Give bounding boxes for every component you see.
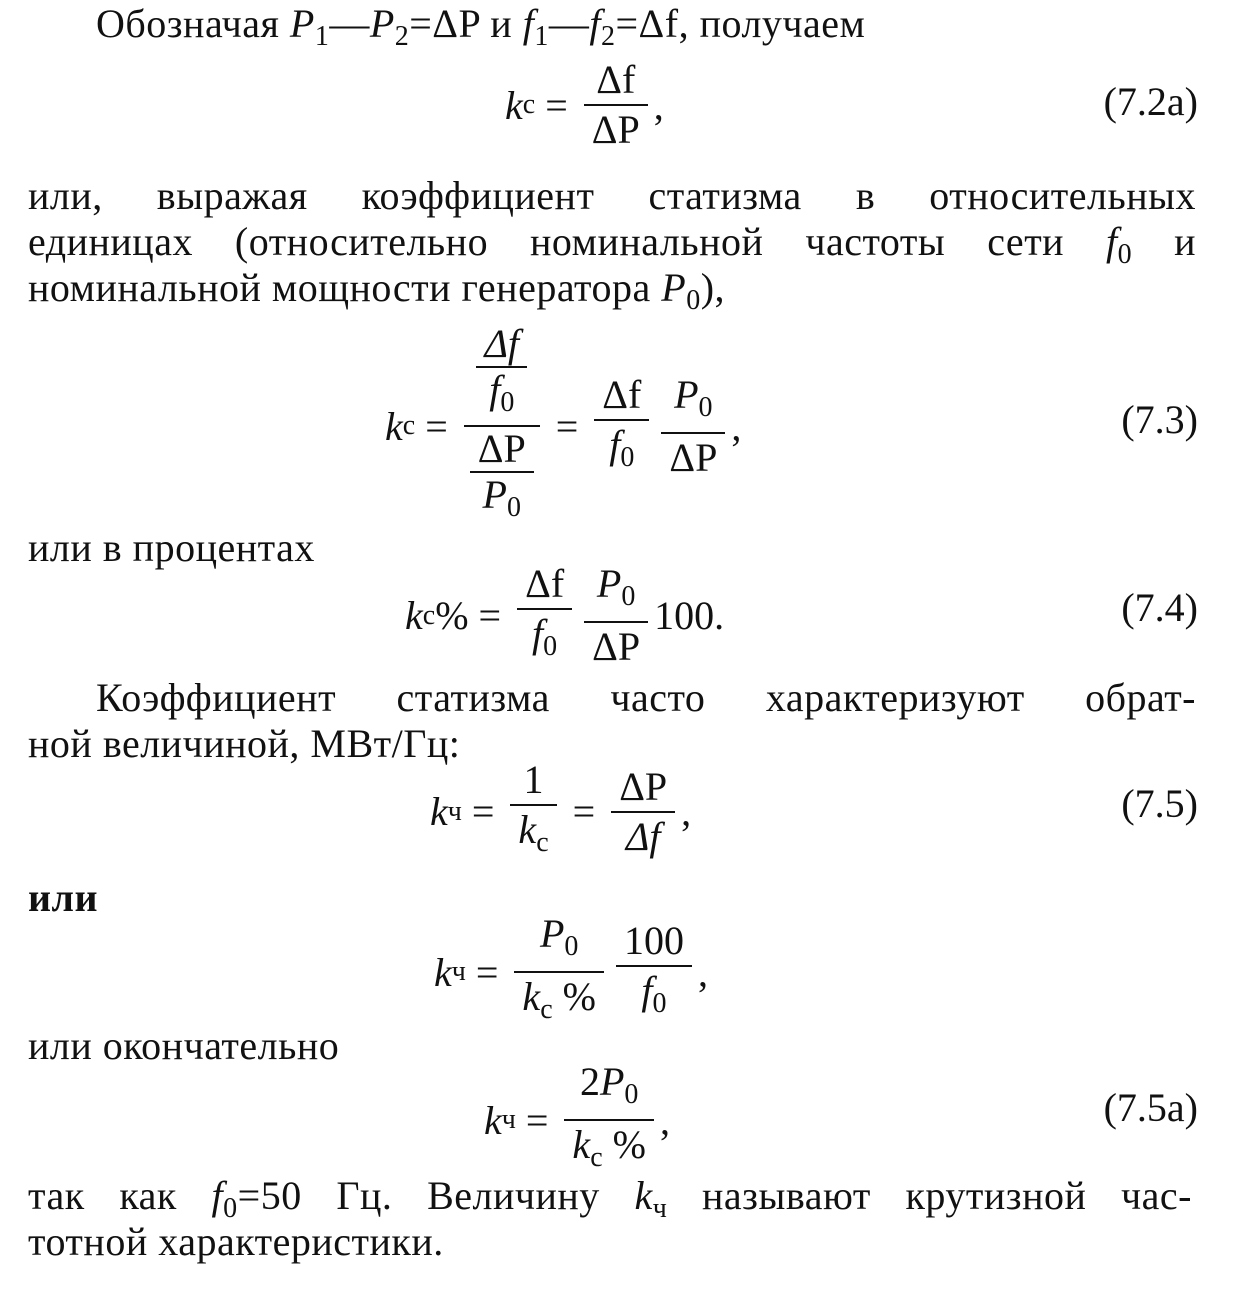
symbol: k — [634, 1173, 653, 1218]
equation-number: (7.5) — [1121, 781, 1198, 826]
coefficient: 2 — [579, 1059, 600, 1104]
denominator — [514, 973, 604, 1034]
fraction — [584, 56, 648, 154]
denominator: ΔP — [592, 624, 641, 669]
subscript: ч — [501, 1104, 516, 1135]
equation-7-4 — [405, 560, 724, 671]
subscript: 0 — [686, 285, 701, 316]
punctuation: , — [731, 403, 742, 449]
symbol: P — [596, 561, 622, 606]
paragraph-line: Коэффициент статизма часто характеризуют обрат- — [96, 675, 1196, 720]
text-run: =ΔP — [409, 1, 480, 46]
numerator — [589, 560, 643, 621]
subscript: с — [402, 410, 416, 441]
subscript: 2 — [600, 21, 616, 52]
equation-7-5 — [430, 756, 691, 867]
symbol: k — [522, 974, 541, 1019]
denominator — [601, 421, 642, 482]
paragraph-line — [28, 264, 725, 325]
subscript: 0 — [543, 631, 558, 662]
intro-line — [96, 0, 865, 61]
symbol: f — [532, 611, 544, 656]
symbol: P — [482, 472, 507, 517]
paragraph-line: или окончательно — [28, 1023, 340, 1068]
equals-sign: = — [545, 82, 568, 128]
equals-sign: = — [525, 1097, 549, 1143]
numerator: ΔP — [619, 763, 668, 809]
text-run: 100. — [654, 593, 725, 638]
paragraph-line: ной величиной, МВт/Гц: — [28, 721, 461, 766]
subscript: с — [522, 89, 536, 120]
fraction — [584, 560, 648, 671]
fraction — [510, 756, 556, 867]
subscript: ч — [451, 956, 466, 987]
subscript: с — [590, 1142, 603, 1173]
denominator — [633, 967, 674, 1028]
numerator — [666, 371, 720, 432]
text-run: ), — [700, 265, 726, 310]
symbol: f — [489, 367, 501, 412]
equation-number: (7.5а) — [1103, 1085, 1198, 1130]
equation-number: (7.3) — [1121, 397, 1198, 442]
numerator: Δf — [484, 321, 520, 366]
symbol: P — [674, 371, 699, 417]
symbol: P — [289, 1, 315, 46]
equals-sign: = — [425, 403, 448, 449]
punctuation: , — [697, 949, 708, 995]
text-run: и — [479, 1, 523, 46]
text-run: Обозначая — [96, 1, 290, 46]
numerator — [572, 1058, 646, 1119]
subscript: 0 — [564, 931, 579, 962]
equals-sign: = — [478, 593, 502, 638]
denominator — [475, 473, 529, 530]
symbol: f — [609, 421, 621, 467]
numerator: 1 — [523, 757, 544, 802]
symbol: f — [522, 1, 535, 46]
subscript: 1 — [534, 21, 549, 52]
compound-fraction — [464, 322, 540, 530]
symbol: f — [589, 1, 601, 46]
denominator — [524, 610, 565, 671]
denominator: Δf — [625, 813, 661, 859]
numerator: Δf — [596, 57, 636, 102]
subscript: 0 — [506, 492, 521, 523]
punctuation: , — [681, 789, 692, 834]
symbol: P — [661, 265, 687, 310]
symbol: k — [572, 1122, 591, 1167]
denominator — [510, 806, 556, 867]
symbol: k — [430, 789, 448, 834]
symbol: k — [434, 949, 452, 995]
subscript: ч — [652, 1193, 668, 1224]
equals-sign: = — [572, 789, 596, 834]
subscript: с — [540, 994, 553, 1025]
fraction — [476, 322, 527, 425]
symbol: P — [539, 911, 565, 956]
equals-sign: = — [475, 949, 499, 995]
symbol: k — [405, 593, 423, 638]
paragraph-line: тотной характеристики. — [28, 1219, 444, 1264]
text-run: — — [329, 1, 370, 46]
numerator: 100 — [623, 917, 684, 963]
text-run: номинальной мощности генератора — [28, 265, 662, 310]
punctuation: , — [659, 1097, 670, 1143]
equation-unnumbered — [434, 910, 708, 1034]
equation-7-5a — [484, 1058, 670, 1182]
subscript: 0 — [1117, 239, 1133, 270]
numerator: Δf — [602, 371, 642, 417]
text-run: =50 Гц. Величину — [237, 1173, 635, 1218]
subscript: ч — [447, 795, 462, 827]
equation-number: (7.2а) — [1103, 79, 1198, 124]
symbol: P — [599, 1059, 625, 1104]
symbol: k — [484, 1097, 502, 1143]
percent-sign: % — [435, 593, 469, 638]
equation-number: (7.4) — [1121, 585, 1198, 630]
numerator: Δf — [525, 561, 565, 606]
fraction — [661, 371, 725, 482]
symbol: k — [385, 403, 403, 449]
subscript: 0 — [621, 581, 636, 612]
numerator: ΔP — [477, 426, 526, 471]
symbol: k — [518, 807, 537, 852]
symbol: f — [211, 1173, 224, 1218]
punctuation: , — [653, 82, 664, 128]
symbol: f — [1106, 219, 1118, 264]
fraction — [564, 1058, 654, 1182]
paragraph-line: или в процентах — [28, 525, 315, 570]
subscript: 0 — [698, 391, 713, 423]
text-run: так как — [28, 1173, 212, 1218]
subscript: с — [536, 827, 549, 858]
denominator: ΔP — [591, 107, 640, 152]
numerator — [532, 910, 586, 971]
symbol: P — [369, 1, 395, 46]
equals-sign: = — [555, 403, 579, 449]
subscript: 0 — [652, 987, 667, 1019]
subscript: 0 — [500, 387, 515, 418]
equation-7-3 — [385, 322, 741, 530]
fraction — [517, 560, 572, 671]
denominator: ΔP — [669, 434, 718, 480]
text-run: , получаем — [678, 1, 866, 46]
paragraph-line: или, выражая коэффициент статизма в относительных — [28, 173, 1196, 218]
subscript: 0 — [624, 1079, 639, 1110]
text-run: называют крутизной час- — [667, 1173, 1192, 1218]
denominator — [481, 368, 522, 425]
text-run: единицах (относительно номинальной частоты сети — [28, 219, 1107, 264]
subscript: 1 — [314, 21, 330, 52]
subscript: 2 — [394, 21, 410, 52]
paragraph-line: или — [28, 875, 99, 920]
text-run: =Δf — [615, 1, 679, 46]
subscript: с — [422, 599, 436, 631]
fraction — [611, 763, 675, 861]
fraction — [514, 910, 604, 1034]
fraction — [616, 917, 692, 1028]
subscript: 0 — [223, 1193, 238, 1224]
text-run: и — [1132, 219, 1197, 264]
percent-sign: % — [602, 1122, 646, 1167]
text-run: — — [548, 1, 590, 46]
equation-7-2a — [505, 56, 664, 154]
subscript: 0 — [620, 441, 635, 473]
percent-sign: % — [552, 974, 596, 1019]
fraction — [470, 427, 534, 530]
symbol: f — [641, 967, 653, 1013]
equals-sign: = — [471, 789, 495, 834]
fraction — [594, 371, 649, 482]
symbol: k — [505, 82, 523, 128]
